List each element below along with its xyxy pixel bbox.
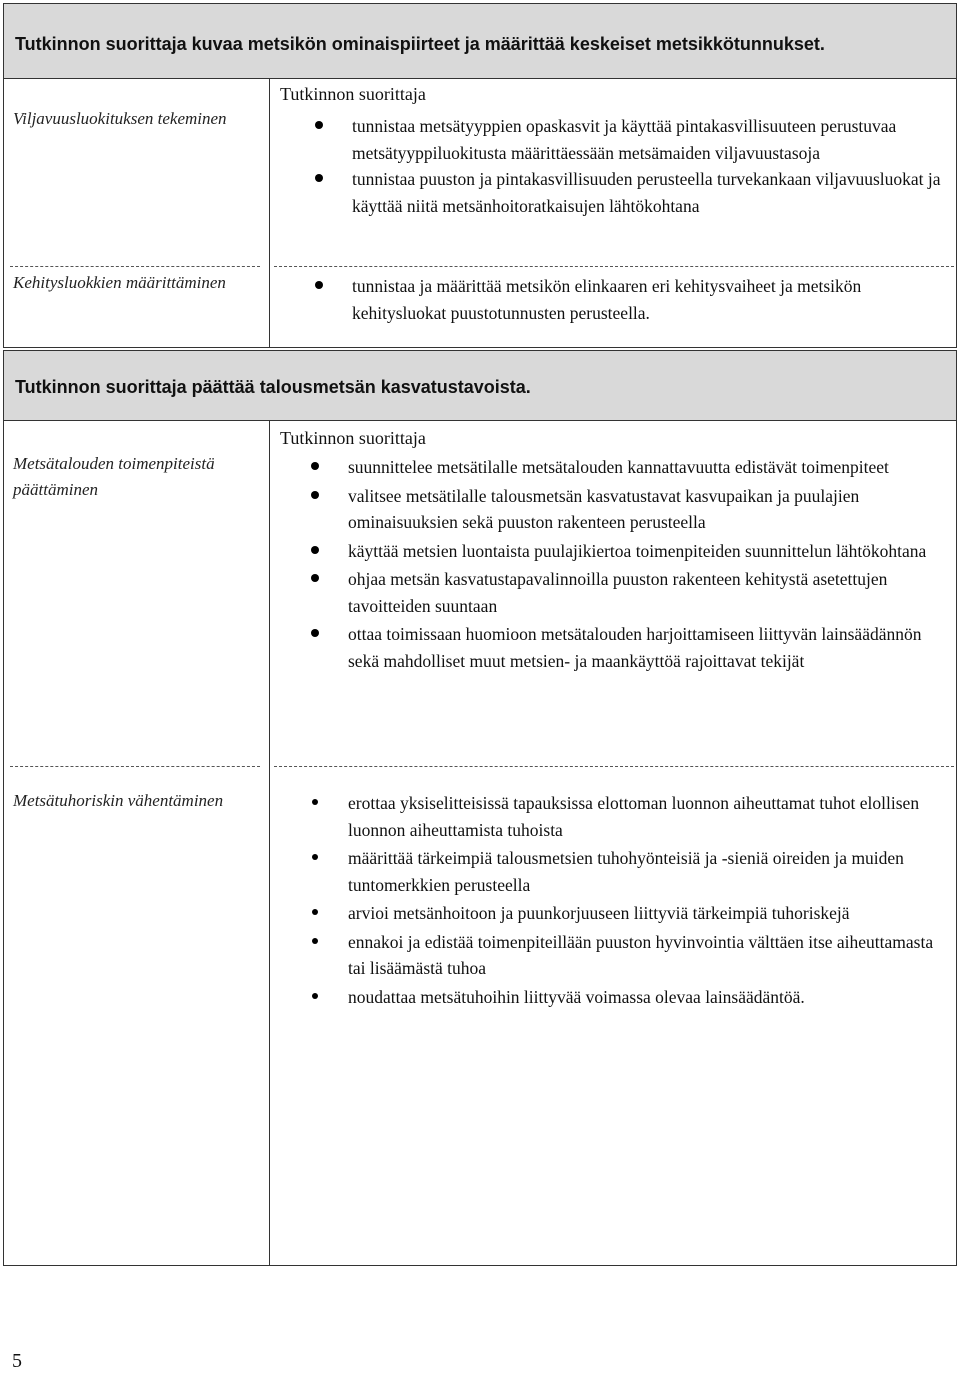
list-item: käyttää metsien luontaista puulajikiertoa toimenpiteiden suunnittelun lähtökohtana — [348, 538, 948, 565]
row-intro: Tutkinnon suorittaja — [280, 428, 426, 448]
bullet-icon — [312, 993, 318, 999]
section-2-table — [3, 350, 957, 1266]
bullet-icon — [312, 854, 318, 860]
section-2-heading — [4, 351, 956, 421]
row-separator — [274, 266, 954, 267]
bullet-icon — [312, 938, 318, 944]
section-1-heading-text: Tutkinnon suorittaja kuvaa metsikön ominaispiirteet ja määrittää keskeiset metsikkötunnukset. — [15, 34, 825, 54]
column-divider — [269, 421, 270, 1265]
toimenpiteet-list — [348, 454, 948, 676]
row-separator — [10, 266, 260, 267]
bullet-icon — [311, 629, 319, 637]
list-item: arvioi metsänhoitoon ja puunkorjuuseen liittyviä tärkeimpiä tuhoriskejä — [348, 900, 948, 927]
bullet-icon — [311, 574, 319, 582]
list-item: erottaa yksiselitteisissä tapauksissa elottoman luonnon aiheuttamat tuhot elollisen luonnon aiheuttamista tuhoista — [348, 790, 948, 843]
bullet-icon — [311, 491, 319, 499]
row-separator — [274, 766, 954, 767]
list-item: noudattaa metsätuhoihin liittyvää voimassa olevaa lainsäädäntöä. — [348, 984, 948, 1011]
list-item: määrittää tärkeimpiä talousmetsien tuhohyönteisiä ja -sieniä oireiden ja muiden tuntomerkkien perusteella — [348, 845, 948, 898]
metsatuhot-list — [348, 790, 948, 1012]
list-item: valitsee metsätilalle talousmetsän kasvatustavat kasvupaikan ja puulajien ominaisuuksien sekä puuston rakenteen perusteella — [348, 483, 948, 536]
row-intro: Tutkinnon suorittaja — [280, 84, 426, 104]
bullet-icon — [315, 121, 323, 129]
row-separator — [10, 766, 260, 767]
section-2-heading-text: Tutkinnon suorittaja päättää talousmetsän kasvatustavoista. — [15, 377, 531, 397]
bullet-icon — [312, 909, 318, 915]
row-label-toimenpiteet: Metsätalouden toimenpiteistä päättäminen — [13, 454, 215, 499]
bullet-icon — [315, 281, 323, 289]
bullet-icon — [315, 174, 323, 182]
row-label-metsatuhot: Metsätuhoriskin vähentäminen — [13, 791, 224, 810]
section-1-table — [3, 3, 957, 348]
section-1-heading — [4, 4, 956, 79]
list-item: ottaa toimissaan huomioon metsätalouden harjoittamiseen liittyvän lainsäädännön sekä mahdolliset muut metsien- ja maankäyttöä rajoittavat tekijät — [348, 621, 948, 674]
list-item: tunnistaa metsätyyppien opaskasvit ja käyttää pintakasvillisuuteen perustuvaa metsätyyppiluokitusta määrittäessään metsämaiden viljavuustasoja — [352, 113, 944, 166]
page-number: 5 — [12, 1350, 22, 1372]
list-item: ohjaa metsän kasvatustapavalinnoilla puuston rakenteen kehitystä asetettujen tavoitteiden suuntaan — [348, 566, 948, 619]
list-item: tunnistaa puuston ja pintakasvillisuuden perusteella turvekankaan viljavuusluokat ja käyttää niitä metsänhoitoratkaisujen lähtökohtana — [352, 166, 944, 219]
column-divider — [269, 79, 270, 347]
viljavuus-list — [352, 113, 944, 219]
list-item: tunnistaa ja määrittää metsikön elinkaaren eri kehitysvaiheet ja metsikön kehitysluokat puustotunnusten perusteella. — [352, 273, 944, 326]
row-label-viljavuus: Viljavuusluokituksen tekeminen — [13, 109, 227, 128]
row-label-kehitysluokat: Kehitysluokkien määrittäminen — [13, 273, 226, 292]
list-item: suunnittelee metsätilalle metsätalouden kannattavuutta edistävät toimenpiteet — [348, 454, 948, 481]
list-item: ennakoi ja edistää toimenpiteillään puuston hyvinvointia välttäen itse aiheuttamasta tai lisäämästä tuhoa — [348, 929, 948, 982]
bullet-icon — [311, 546, 319, 554]
bullet-icon — [312, 799, 318, 805]
bullet-icon — [311, 462, 319, 470]
kehitysluokat-list — [352, 273, 944, 326]
